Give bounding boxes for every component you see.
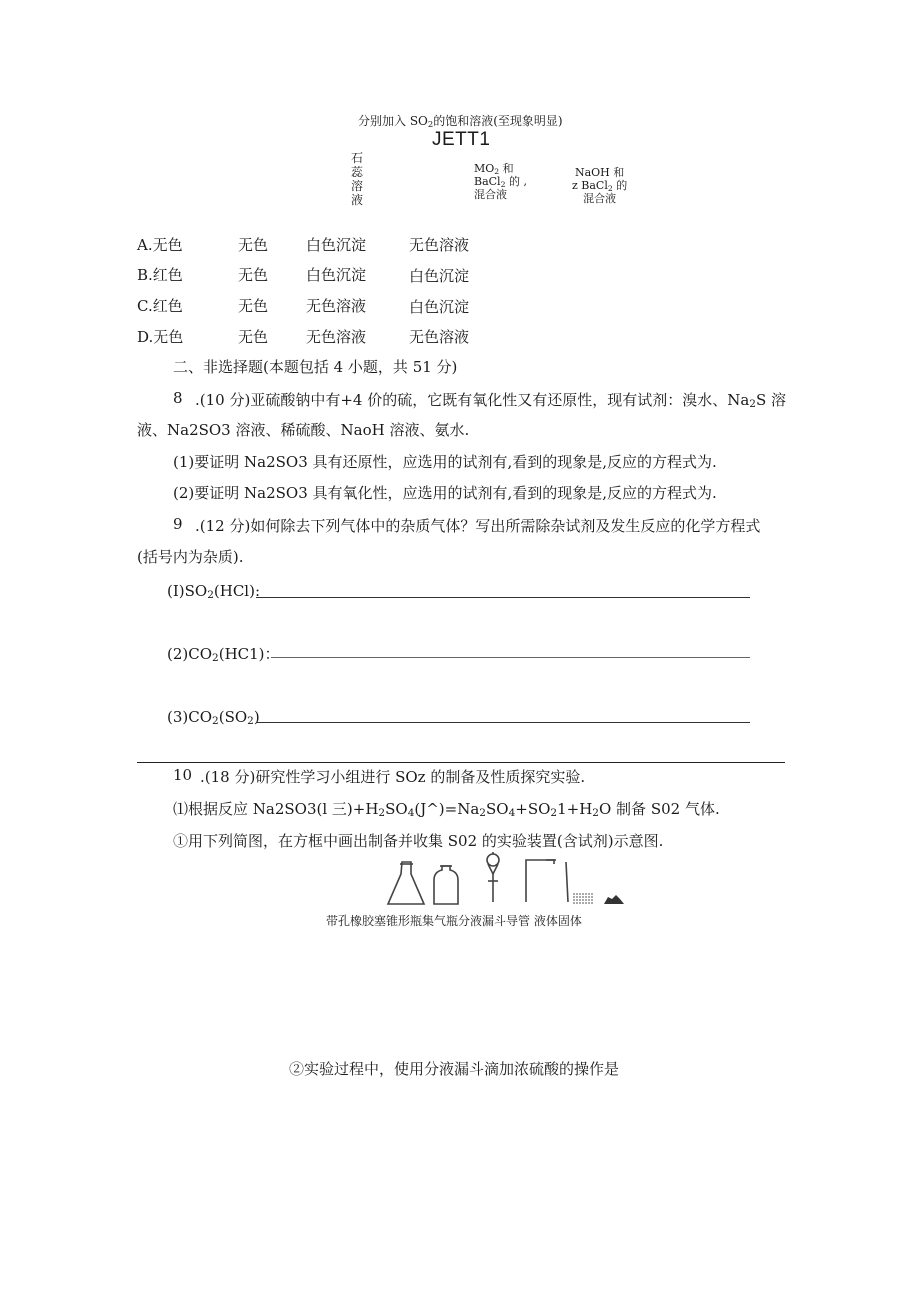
answer-line[interactable] xyxy=(256,722,750,723)
option-cell: 无色 xyxy=(238,297,269,315)
option-cell: 无色 xyxy=(238,328,269,346)
question-text: .(10 分)亚硫酸钠中有+4 价的硫，它既有氧化性又有还原性，现有试剂：溴水、$Na_2S$ 溶 xyxy=(195,391,787,410)
option-cell: 无色 xyxy=(238,236,269,254)
gas-bottle-icon xyxy=(434,866,458,904)
question-part: ①用下列简图，在方框中画出制备并收集 S02 的实验装置(含试剂)示意图. xyxy=(173,832,664,850)
conical-flask-icon xyxy=(388,862,424,904)
question-part: ②实验过程中，使用分液漏斗滴加浓硫酸的操作是 xyxy=(289,1060,620,1078)
option-cell: 白色沉淀 xyxy=(306,266,367,284)
figure-label: JETT1 xyxy=(432,129,491,150)
answer-line[interactable] xyxy=(271,657,750,658)
solid-icon xyxy=(604,895,624,904)
apparatus-figure xyxy=(380,852,630,912)
question-text: (括号内为杂质). xyxy=(137,548,244,566)
liquid-icon xyxy=(573,894,593,903)
tube1-label: 石蕊溶液 xyxy=(350,151,363,207)
question-text: .(12 分)如何除去下列气体中的杂质气体？写出所需除杂试剂及发生反应的化学方程式 xyxy=(195,517,761,535)
sub-question-label: $(2)CO_2(HC1)$： xyxy=(167,645,280,664)
apparatus-caption: 带孔橡胶塞锥形瓶集气瓶分液漏斗导管 液体固体 xyxy=(326,914,582,928)
option-cell: 无色 xyxy=(238,266,269,284)
option-cell: 白色沉淀 xyxy=(409,298,470,316)
question-text: .(18 分)研究性学习小组进行 SOz 的制备及性质探究实验. xyxy=(200,768,586,786)
separatory-funnel-icon xyxy=(487,852,499,902)
option-label: C.红色 xyxy=(137,297,183,315)
option-label: A.无色 xyxy=(137,236,183,254)
sub-question-label: $(I)SO_2(HCl)$: xyxy=(167,582,261,601)
reaction-equation: ⑴根据反应 Na2SO3(l 三)$+H_2SO_4(J\^{})=Na_2SO_4+SO_21+H_2O$ 制备 S02 气体. xyxy=(173,800,720,819)
option-cell: 无色溶液 xyxy=(306,297,367,315)
option-cell: 无色溶液 xyxy=(306,328,367,346)
figure-caption: 分别加入 $SO_2$的饱和溶液(至现象明显) xyxy=(358,114,563,129)
tube2-label: $MO_2$ 和 BaCl$_2$ 的 , 混合液 xyxy=(474,162,527,201)
question-number: 8 xyxy=(173,389,183,407)
answer-line[interactable] xyxy=(256,597,750,598)
question-number: 9 xyxy=(173,515,183,533)
question-part: (1)要证明 Na2SO3 具有还原性，应选用的试剂有,看到的现象是,反应的方程式为. xyxy=(173,453,717,471)
question-text: 液、Na2SO3 溶液、稀硫酸、NaoH 溶液、氨水. xyxy=(137,421,470,439)
option-cell: 白色沉淀 xyxy=(409,267,470,285)
option-cell: 白色沉淀 xyxy=(306,236,367,254)
option-label: D.无色 xyxy=(137,328,184,346)
option-cell: 无色溶液 xyxy=(409,236,470,254)
question-number: 10 xyxy=(173,766,193,784)
divider xyxy=(137,762,785,763)
option-label: B.红色 xyxy=(137,266,183,284)
question-part: (2)要证明 Na2SO3 具有氧化性，应选用的试剂有,看到的现象是,反应的方程式为. xyxy=(173,484,717,502)
tube3-label: NaOH 和 z BaCl$_2$ 的 混合液 xyxy=(572,166,628,205)
section-heading: 二、非选择题(本题包括 4 小题，共 51 分) xyxy=(173,358,458,376)
delivery-tube-icon xyxy=(526,860,554,902)
option-cell: 无色溶液 xyxy=(409,328,470,346)
sub-question-label: $(3)CO_2(SO_2)$ xyxy=(167,708,260,727)
